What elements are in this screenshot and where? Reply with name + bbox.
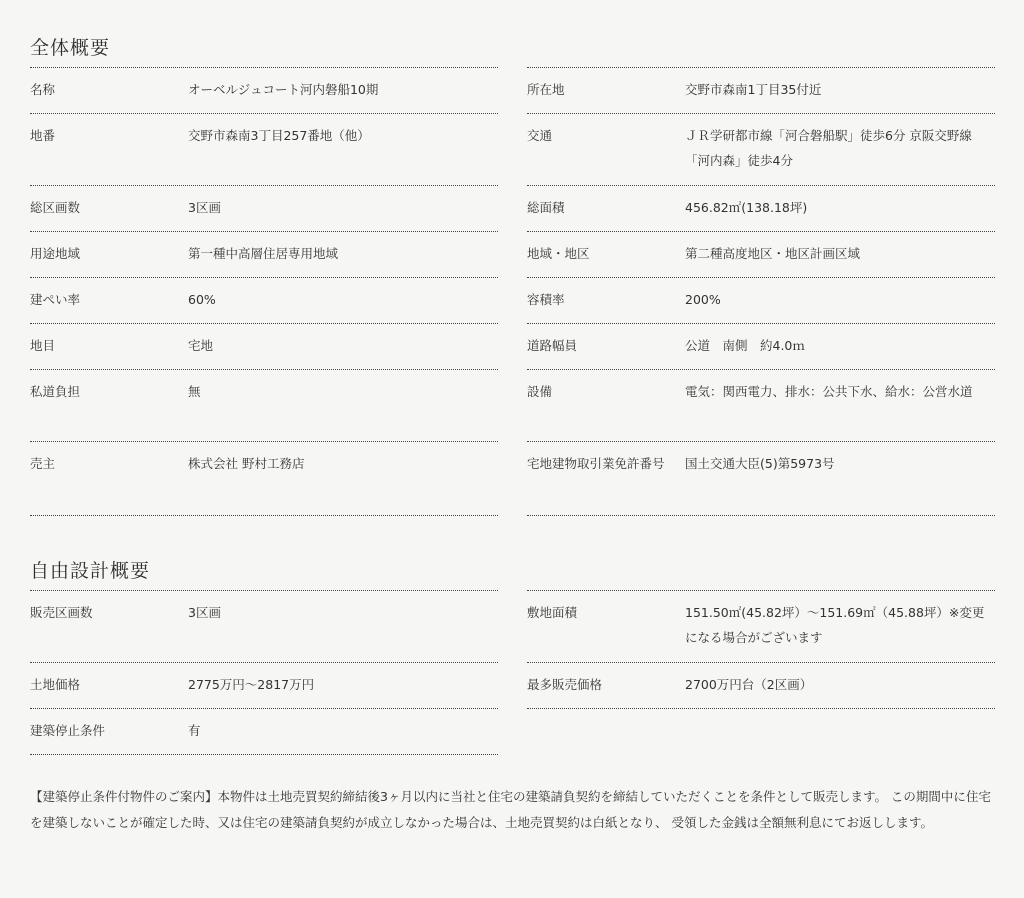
table-row (527, 370, 995, 442)
table-row (30, 370, 498, 442)
table-row (30, 114, 498, 186)
table-row (527, 591, 995, 663)
row-label: 私道負担 (30, 384, 81, 399)
table-row (527, 663, 995, 709)
table-row (527, 68, 995, 114)
row-value: 456.82㎡(138.18坪) (685, 200, 808, 215)
row-label: 売主 (30, 456, 56, 471)
table-row (527, 278, 995, 324)
row-value: 60% (188, 292, 216, 307)
row-label: 道路幅員 (527, 338, 578, 353)
table-row (527, 232, 995, 278)
row-label: 容積率 (527, 292, 565, 307)
free-design-title: 自由設計概要 (30, 560, 151, 582)
row-label: 地目 (30, 338, 56, 353)
table-row (527, 324, 995, 370)
table-row (30, 709, 498, 755)
row-value: オーベルジュコート河内磐船10期 (188, 82, 379, 97)
table-row (527, 186, 995, 232)
row-label: 敷地面積 (527, 605, 578, 620)
row-label: 宅地建物取引業免許番号 (527, 456, 665, 471)
row-value: 151.50㎡(45.82坪）〜151.69㎡（45.88坪）※変更になる場合がございます (685, 605, 985, 645)
table-row (30, 324, 498, 370)
row-value: 2775万円〜2817万円 (188, 677, 315, 692)
row-label: 販売区画数 (30, 605, 93, 620)
table-row (30, 68, 498, 114)
row-value: 3区画 (188, 605, 221, 620)
row-value: 有 (188, 723, 201, 738)
table-row (30, 591, 498, 663)
row-value: 200% (685, 292, 721, 307)
free-design-right-table (527, 590, 995, 709)
table-row (30, 278, 498, 324)
row-value: 第二種高度地区・地区計画区域 (685, 246, 861, 261)
row-label: 建ぺい率 (30, 292, 81, 307)
table-row (30, 442, 498, 516)
row-label: 総区画数 (30, 200, 81, 215)
row-value: 国土交通大臣(5)第5973号 (685, 456, 835, 471)
table-row (527, 442, 995, 516)
row-value: 交野市森南3丁目257番地（他） (188, 128, 370, 143)
overview-right-table (527, 67, 995, 516)
row-value: 無 (188, 384, 201, 399)
row-value: 2700万円台（2区画） (685, 677, 813, 692)
row-value: 宅地 (188, 338, 214, 353)
row-value: 交野市森南1丁目35付近 (685, 82, 822, 97)
overview-title: 全体概要 (30, 37, 111, 59)
row-label: 総面積 (527, 200, 565, 215)
free-design-left-table (30, 590, 498, 755)
row-value: 株式会社 野村工務店 (188, 456, 305, 471)
row-value: 電気：関西電力、排水：公共下水、給水：公営水道 (685, 384, 973, 399)
row-label: 地番 (30, 128, 56, 143)
table-row (30, 663, 498, 709)
row-label: 所在地 (527, 82, 565, 97)
row-value: 第一種中高層住居専用地域 (188, 246, 339, 261)
table-row (527, 114, 995, 186)
overview-left-table (30, 67, 498, 516)
row-label: 地域・地区 (527, 246, 590, 261)
row-value: 3区画 (188, 200, 221, 215)
conditional-sale-note: 【建築停止条件付物件のご案内】本物件は土地売買契約締結後3ヶ月以内に当社と住宅の建築請負契約を締結していただくことを条件として販売します。 この期間中に住宅を建築しないことが確定した時、又は住宅の建築請負契約が成立しなかった場合は、土地売買契約は白紙となり、 受領した金銭は全額無利息にてお返しします。 (30, 789, 991, 830)
row-value: 公道 南側 約4.0ｍ (685, 338, 805, 353)
row-label: 最多販売価格 (527, 677, 603, 692)
row-label: 建築停止条件 (30, 723, 106, 738)
row-label: 土地価格 (30, 677, 81, 692)
row-value: ＪＲ学研都市線「河合磐船駅」徒歩6分 京阪交野線「河内森」徒歩4分 (685, 128, 972, 168)
table-row (30, 186, 498, 232)
table-row (30, 232, 498, 278)
row-label: 設備 (527, 384, 553, 399)
row-label: 交通 (527, 128, 553, 143)
row-label: 名称 (30, 82, 56, 97)
row-label: 用途地域 (30, 246, 81, 261)
